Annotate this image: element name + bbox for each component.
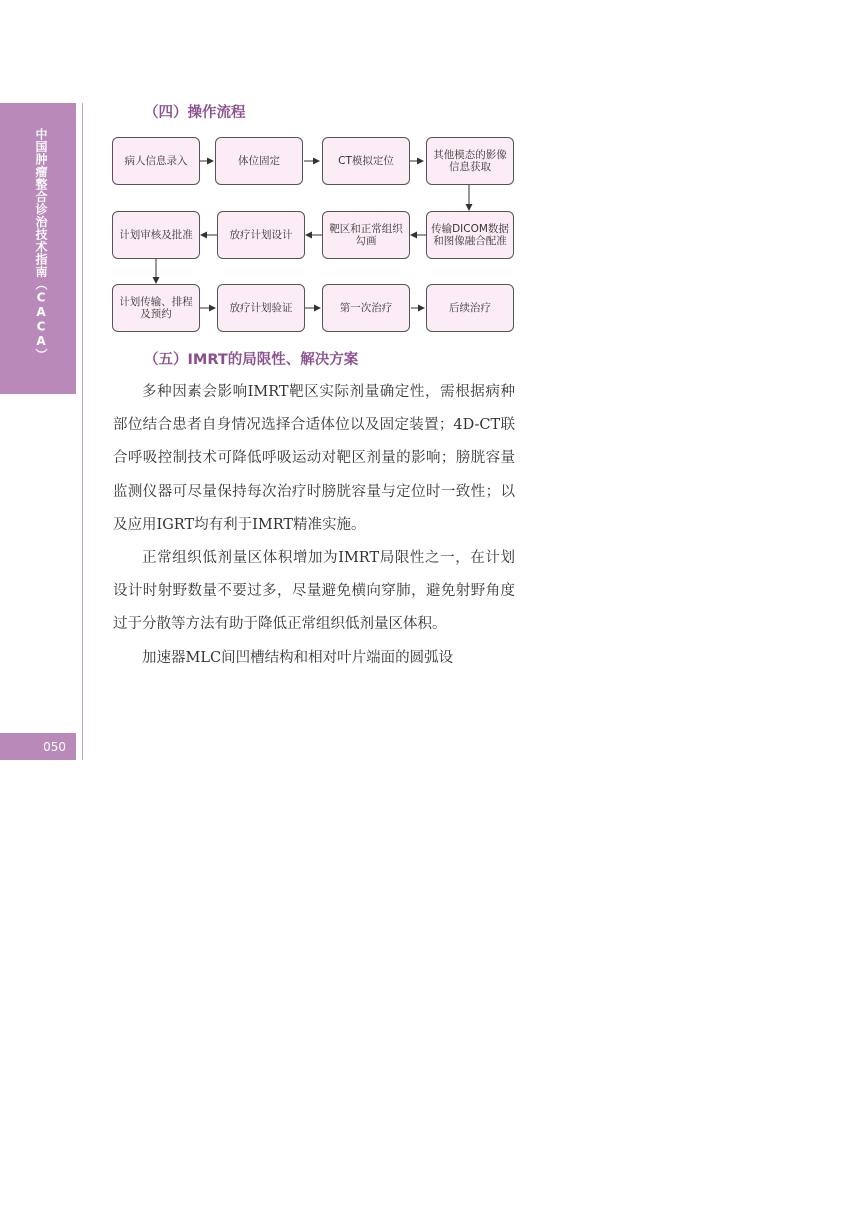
flow-node-contouring: 靶区和正常组织勾画: [322, 211, 410, 259]
section-heading-4: （四）操作流程: [144, 105, 246, 121]
flow-node-plan-approval: 计划审核及批准: [112, 211, 200, 259]
paragraph: 正常组织低剂量区体积增加为IMRT局限性之一，在计划设计时射野数量不要过多，尽量避免横向穿肺，避免射野角度过于分散等方法有助于降低正常组织低剂量区体积。: [113, 550, 515, 633]
flow-node-other-imaging: 其他模态的影像信息获取: [426, 137, 514, 185]
flow-node-ct-simulation: CT模拟定位: [322, 137, 410, 185]
page-number: 050: [0, 733, 76, 760]
flow-node-dicom-registration: 传输DICOM数据和图像融合配准: [426, 211, 514, 259]
flow-node-patient-info: 病人信息录入: [112, 137, 200, 185]
workflow-flowchart: [0, 0, 867, 340]
paragraph: 加速器MLC间凹槽结构和相对叶片端面的圆弧设: [142, 649, 454, 666]
flow-node-follow-up-treatment: 后续治疗: [426, 284, 514, 332]
body-text: [113, 376, 515, 675]
sidebar-book-title: 中国肿瘤整合诊治技术指南（CACA）: [34, 128, 48, 361]
flow-node-plan-verification: 放疗计划验证: [217, 284, 305, 332]
flow-node-positioning: 体位固定: [215, 137, 303, 185]
flow-node-plan-design: 放疗计划设计: [217, 211, 305, 259]
flow-node-plan-transfer: 计划传输、排程及预约: [112, 284, 200, 332]
flow-node-first-treatment: 第一次治疗: [322, 284, 410, 332]
section-heading-5: （五）IMRT的局限性、解决方案: [144, 352, 359, 368]
paragraph: 多种因素会影响IMRT靶区实际剂量确定性，需根据病种部位结合患者自身情况选择合适体位以及固定装置；4D-CT联合呼吸控制技术可降低呼吸运动对靶区剂量的影响；膀胱容量监测仪器可尽量保持每次治疗时膀胱容量与定位时一致性；以及应用IGRT均有利于IMRT精准实施。: [113, 384, 515, 533]
